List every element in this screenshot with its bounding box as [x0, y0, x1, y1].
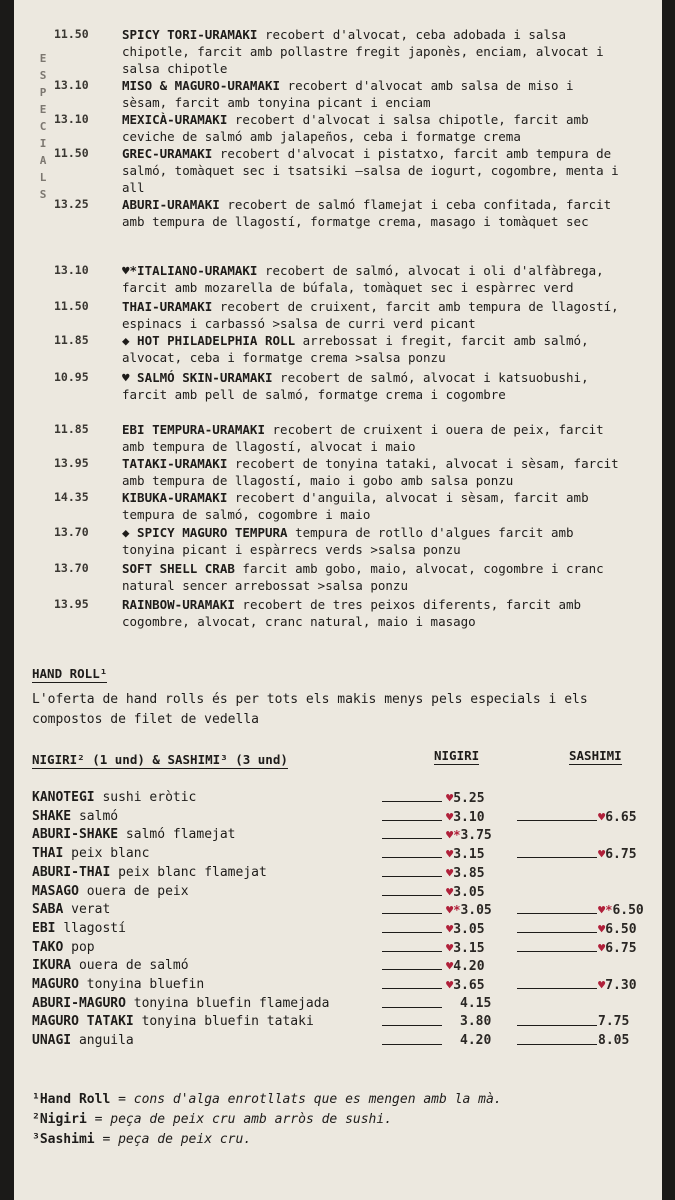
item-name: RAINBOW-URAMAKI — [122, 597, 235, 612]
sashimi-leader-line — [517, 932, 597, 933]
recommended-mark: ♥ — [598, 809, 606, 824]
sashimi-leader-line — [517, 1025, 597, 1026]
recommended-mark: ♥ — [446, 940, 454, 955]
fish-name-translation: tonyina bluefin — [86, 977, 205, 992]
fish-name — [32, 882, 189, 902]
fish-name-jp: UNAGI — [32, 1033, 72, 1049]
recommended-mark: ♥ — [446, 959, 454, 974]
recommended-mark: ♥* — [598, 903, 613, 918]
item-price: 13.10 — [54, 78, 89, 92]
sashimi-column-header: SASHIMI — [569, 748, 622, 763]
nigiri-price: ♥3.15 — [446, 940, 485, 956]
item-description: tempura de rotllo d'algues farcit amb tonyina picant i espàrrecs verds >salsa ponzu — [122, 525, 574, 557]
sashimi-leader-line — [517, 857, 597, 858]
fish-name-translation: sushi eròtic — [102, 790, 197, 805]
nigiri-price: ♥3.10 — [446, 809, 485, 825]
fish-name-translation: llagostí — [63, 920, 126, 936]
fish-name — [32, 919, 126, 939]
fish-name-translation: pop — [71, 939, 95, 955]
footnote-definition: peça de peix cru. — [118, 1132, 252, 1147]
fish-name-translation: verat — [71, 902, 111, 918]
nigiri-row — [32, 956, 652, 976]
nigiri-price: ♥3.05 — [446, 884, 485, 900]
nigiri-price: 3.80 — [460, 1014, 492, 1030]
item-name: TATAKI-URAMAKI — [122, 456, 228, 471]
item-name: ABURI-URAMAKI — [122, 197, 220, 212]
side-label-letter: S — [39, 188, 47, 201]
nigiri-price: ♥*3.05 — [446, 903, 492, 919]
side-label-letter: E — [39, 52, 47, 65]
nigiri-leader-line — [382, 913, 442, 914]
item-text — [122, 77, 622, 111]
nigiri-row — [32, 825, 652, 845]
fish-name — [32, 956, 189, 976]
fish-name — [32, 1031, 134, 1051]
side-label-letter: I — [39, 137, 47, 150]
nigiri-price: ♥3.05 — [446, 921, 485, 937]
nigiri-leader-line — [382, 838, 442, 839]
nigiri-row — [32, 1031, 652, 1051]
fish-name-translation: salmó — [78, 808, 119, 824]
fish-name-jp: KANOTEGI — [32, 790, 95, 805]
footnote: ³Sashimi = peça de peix cru. — [32, 1132, 252, 1147]
nigiri-row — [32, 975, 652, 995]
item-price: 13.70 — [54, 561, 89, 575]
item-price: 10.95 — [54, 370, 89, 384]
fish-name-translation: peix blanc flamejat — [118, 864, 267, 880]
item-name: ◆ HOT PHILADELPHIA ROLL — [122, 333, 296, 348]
fish-name-jp: TAKO — [32, 939, 64, 955]
item-text — [122, 332, 622, 366]
footnote-definition: cons d'alga enrotllats que es mengen amb la mà. — [133, 1092, 502, 1107]
side-label-letter: L — [39, 171, 47, 184]
nigiri-leader-line — [382, 895, 442, 896]
item-name: KIBUKA-URAMAKI — [122, 490, 228, 505]
fish-name — [32, 975, 204, 995]
side-label-letter: E — [39, 103, 47, 116]
menu-page — [14, 0, 662, 1200]
fish-name — [32, 825, 236, 845]
item-price: 11.50 — [54, 146, 89, 160]
recommended-mark: ♥ — [598, 978, 606, 992]
item-price: 13.95 — [54, 456, 89, 470]
item-text — [122, 26, 622, 77]
nigiri-row — [32, 938, 652, 958]
footnote-definition: peça de peix cru amb arròs de sushi. — [110, 1112, 393, 1127]
item-text — [122, 111, 622, 145]
fish-name-jp: SABA — [32, 902, 64, 918]
nigiri-row — [32, 919, 652, 939]
nigiri-sashimi-title: NIGIRI² (1 und) & SASHIMI³ (3 und) — [32, 752, 288, 767]
recommended-mark: ♥ — [598, 921, 606, 936]
recommended-mark: ♥* — [446, 828, 461, 843]
fish-name — [32, 788, 196, 808]
sashimi-price: ♥6.75 — [598, 940, 637, 956]
item-text — [122, 298, 622, 332]
recommended-mark: ♥ — [598, 847, 606, 862]
item-text — [122, 196, 622, 230]
item-description: recobert d'alvocat amb salsa de miso i sèsam, farcit amb tonyina picant i enciam — [122, 78, 574, 110]
nigiri-price: ♥5.25 — [446, 791, 485, 806]
nigiri-price: ♥3.65 — [446, 978, 485, 993]
nigiri-leader-line — [382, 1044, 442, 1045]
item-name: THAI-URAMAKI — [122, 299, 213, 314]
item-price: 11.85 — [54, 333, 89, 347]
footnote: ¹Hand Roll = cons d'alga enrotllats que es mengen amb la mà. — [32, 1092, 502, 1107]
fish-name-translation: peix blanc — [71, 846, 150, 862]
item-price: 13.70 — [54, 525, 89, 539]
fish-name-jp: SHAKE — [32, 808, 72, 824]
sashimi-leader-line — [517, 913, 597, 914]
item-description: farcit amb gobo, maio, alvocat, cogombre i cranc natural sencer arrebossat >salsa ponzu — [122, 561, 604, 593]
item-price: 11.85 — [54, 422, 89, 436]
fish-name — [32, 807, 118, 827]
recommended-mark: ♥ — [446, 921, 454, 936]
nigiri-leader-line — [382, 1025, 442, 1026]
item-text — [122, 596, 622, 630]
fish-name-translation: salmó flamejat — [125, 827, 236, 843]
fish-name — [32, 844, 149, 864]
item-description: recobert de cruixent, farcit amb tempura de llagostí, espinacs i carbassó >salsa de curri verd picant — [122, 299, 619, 331]
sashimi-leader-line — [517, 951, 597, 952]
nigiri-row — [32, 807, 652, 827]
fish-name-jp: MASAGO — [32, 883, 79, 899]
item-text — [122, 455, 622, 489]
fish-name — [32, 1012, 314, 1032]
footnote-term: ²Nigiri — [32, 1112, 87, 1127]
sashimi-price: 8.05 — [598, 1033, 630, 1049]
nigiri-row — [32, 882, 652, 902]
item-name: EBI TEMPURA-URAMAKI — [122, 422, 265, 437]
item-description: recobert d'alvocat i salsa chipotle, farcit amb ceviche de salmó amb jalapeños, ceba i formatge crema — [122, 112, 589, 144]
footnotes — [32, 1090, 652, 1150]
item-price: 14.35 — [54, 490, 89, 504]
fish-name-jp: ABURI-SHAKE — [32, 827, 119, 843]
fish-name-jp: MAGURO TATAKI — [32, 1014, 134, 1030]
sashimi-price: ♥6.50 — [598, 921, 637, 937]
nigiri-price: ♥4.20 — [446, 959, 485, 975]
item-name: GREC-URAMAKI — [122, 146, 213, 161]
item-text — [122, 560, 622, 594]
side-label-letter: C — [39, 120, 47, 133]
fish-name-jp: IKURA — [32, 958, 72, 974]
item-name: MISO & MAGURO-URAMAKI — [122, 78, 281, 93]
sashimi-leader-line — [517, 988, 597, 989]
item-description: recobert de cruixent i ouera de peix, farcit amb tempura de llagostí, alvocat i maio — [122, 422, 604, 454]
nigiri-leader-line — [382, 820, 442, 821]
nigiri-leader-line — [382, 1007, 442, 1008]
item-price: 11.50 — [54, 27, 89, 41]
sashimi-price: ♥7.30 — [598, 978, 637, 993]
sashimi-price: ♥6.75 — [598, 847, 637, 863]
recommended-mark: ♥ — [446, 978, 454, 992]
footnote-term: ¹Hand Roll — [32, 1092, 111, 1107]
sashimi-price: ♥6.65 — [598, 809, 637, 825]
item-text — [122, 145, 622, 196]
nigiri-row — [32, 863, 652, 883]
side-label-letter: A — [39, 154, 47, 167]
recommended-mark: ♥* — [446, 903, 461, 918]
nigiri-leader-line — [382, 951, 442, 952]
nigiri-price: ♥3.85 — [446, 865, 485, 881]
especials-side-label — [36, 50, 50, 203]
item-name: ♥ SALMÓ SKIN-URAMAKI — [122, 370, 273, 385]
footnote: ²Nigiri = peça de peix cru amb arròs de sushi. — [32, 1112, 393, 1127]
fish-name-jp: EBI — [32, 920, 56, 936]
nigiri-row — [32, 1012, 652, 1032]
sashimi-price: 7.75 — [598, 1014, 630, 1030]
item-price: 11.50 — [54, 299, 89, 313]
nigiri-price: 4.15 — [460, 995, 492, 1011]
item-text — [122, 369, 622, 403]
nigiri-leader-line — [382, 876, 442, 877]
item-text — [122, 524, 622, 558]
item-description: recobert de salmó flamejat i ceba confitada, farcit amb tempura de llagostí, formatge crema, masago i tomàquet sec — [122, 197, 612, 229]
item-name: SOFT SHELL CRAB — [122, 561, 235, 576]
nigiri-column-header: NIGIRI — [434, 748, 480, 763]
fish-name-jp: ABURI-MAGURO — [32, 995, 126, 1011]
item-text — [122, 262, 622, 296]
sashimi-price: ♥*6.50 — [598, 903, 644, 919]
recommended-mark: ♥ — [598, 940, 606, 955]
fish-name-translation: ouera de peix — [86, 883, 189, 899]
fish-name — [32, 863, 267, 883]
item-price: 13.10 — [54, 112, 89, 126]
nigiri-price: ♥3.15 — [446, 847, 485, 863]
nigiri-leader-line — [382, 801, 442, 802]
fish-name-translation: tonyina bluefin flamejada — [133, 995, 330, 1011]
fish-name-translation: tonyina bluefin tataki — [141, 1014, 314, 1030]
fish-name — [32, 994, 329, 1014]
recommended-mark: ♥ — [446, 847, 454, 862]
fish-name-jp: THAI — [32, 846, 64, 862]
item-name: MEXICÀ-URAMAKI — [122, 112, 228, 127]
nigiri-row — [32, 994, 652, 1014]
nigiri-leader-line — [382, 857, 442, 858]
hand-roll-text: L'oferta de hand rolls és per tots els makis menys pels especials i els compostos de filet de vedella — [32, 692, 588, 727]
item-description: recobert de tres peixos diferents, farcit amb cogombre, alvocat, cranc natural, maio i masago — [122, 597, 582, 629]
recommended-mark: ♥ — [446, 884, 454, 899]
recommended-mark: ♥ — [446, 809, 454, 824]
item-description: recobert d'alvocat, ceba adobada i salsa chipotle, farcit amb pollastre fregit japonès, enciam, alvocat i salsa chipotle — [122, 27, 604, 76]
nigiri-leader-line — [382, 932, 442, 933]
fish-name-translation: ouera de salmó — [78, 958, 189, 974]
footnote-term: ³Sashimi — [32, 1132, 95, 1147]
recommended-mark: ♥ — [446, 791, 454, 805]
fish-name — [32, 938, 95, 958]
fish-name-jp: MAGURO — [32, 977, 79, 992]
item-name: SPICY TORI-URAMAKI — [122, 27, 258, 42]
sashimi-leader-line — [517, 820, 597, 821]
recommended-mark: ♥ — [446, 865, 454, 880]
item-description: recobert d'alvocat i pistatxo, farcit amb tempura de salmó, tomàquet sec i tsatsiki —salsa de iogurt, cogombre, menta i all — [122, 146, 619, 195]
nigiri-price: ♥*3.75 — [446, 828, 492, 844]
item-price: 13.10 — [54, 263, 89, 277]
item-name: ◆ SPICY MAGURO TEMPURA — [122, 525, 288, 540]
item-text — [122, 489, 622, 523]
item-name: ♥*ITALIANO-URAMAKI — [122, 263, 258, 278]
nigiri-price: 4.20 — [460, 1033, 492, 1049]
fish-name-jp: ABURI-THAI — [32, 864, 111, 880]
item-description: recobert de salmó, alvocat i katsuobushi, farcit amb pell de salmó, formatge crema i cogombre — [122, 370, 589, 402]
item-price: 13.95 — [54, 597, 89, 611]
item-price: 13.25 — [54, 197, 89, 211]
item-description: recobert d'anguila, alvocat i sèsam, farcit amb tempura de salmó, cogombre i maio — [122, 490, 589, 522]
nigiri-leader-line — [382, 988, 442, 989]
side-label-letter: S — [39, 69, 47, 82]
item-description: recobert de salmó, alvocat i oli d'alfàbrega, farcit amb mozarella de búfala, tomàquet sec i espàrrec verd — [122, 263, 604, 295]
item-description: arrebossat i fregit, farcit amb salmó, alvocat, ceba i formatge crema >salsa ponzu — [122, 333, 589, 365]
sashimi-leader-line — [517, 1044, 597, 1045]
fish-name — [32, 900, 110, 920]
item-text — [122, 421, 622, 455]
nigiri-row — [32, 788, 652, 808]
fish-name-translation: anguila — [78, 1033, 134, 1049]
item-description: recobert de tonyina tataki, alvocat i sèsam, farcit amb tempura de llagostí, maio i gobo amb salsa ponzu — [122, 456, 619, 488]
side-label-letter: P — [39, 86, 47, 99]
hand-roll-title: HAND ROLL¹ — [32, 666, 108, 681]
nigiri-leader-line — [382, 969, 442, 970]
nigiri-row — [32, 844, 652, 864]
nigiri-row — [32, 900, 652, 920]
